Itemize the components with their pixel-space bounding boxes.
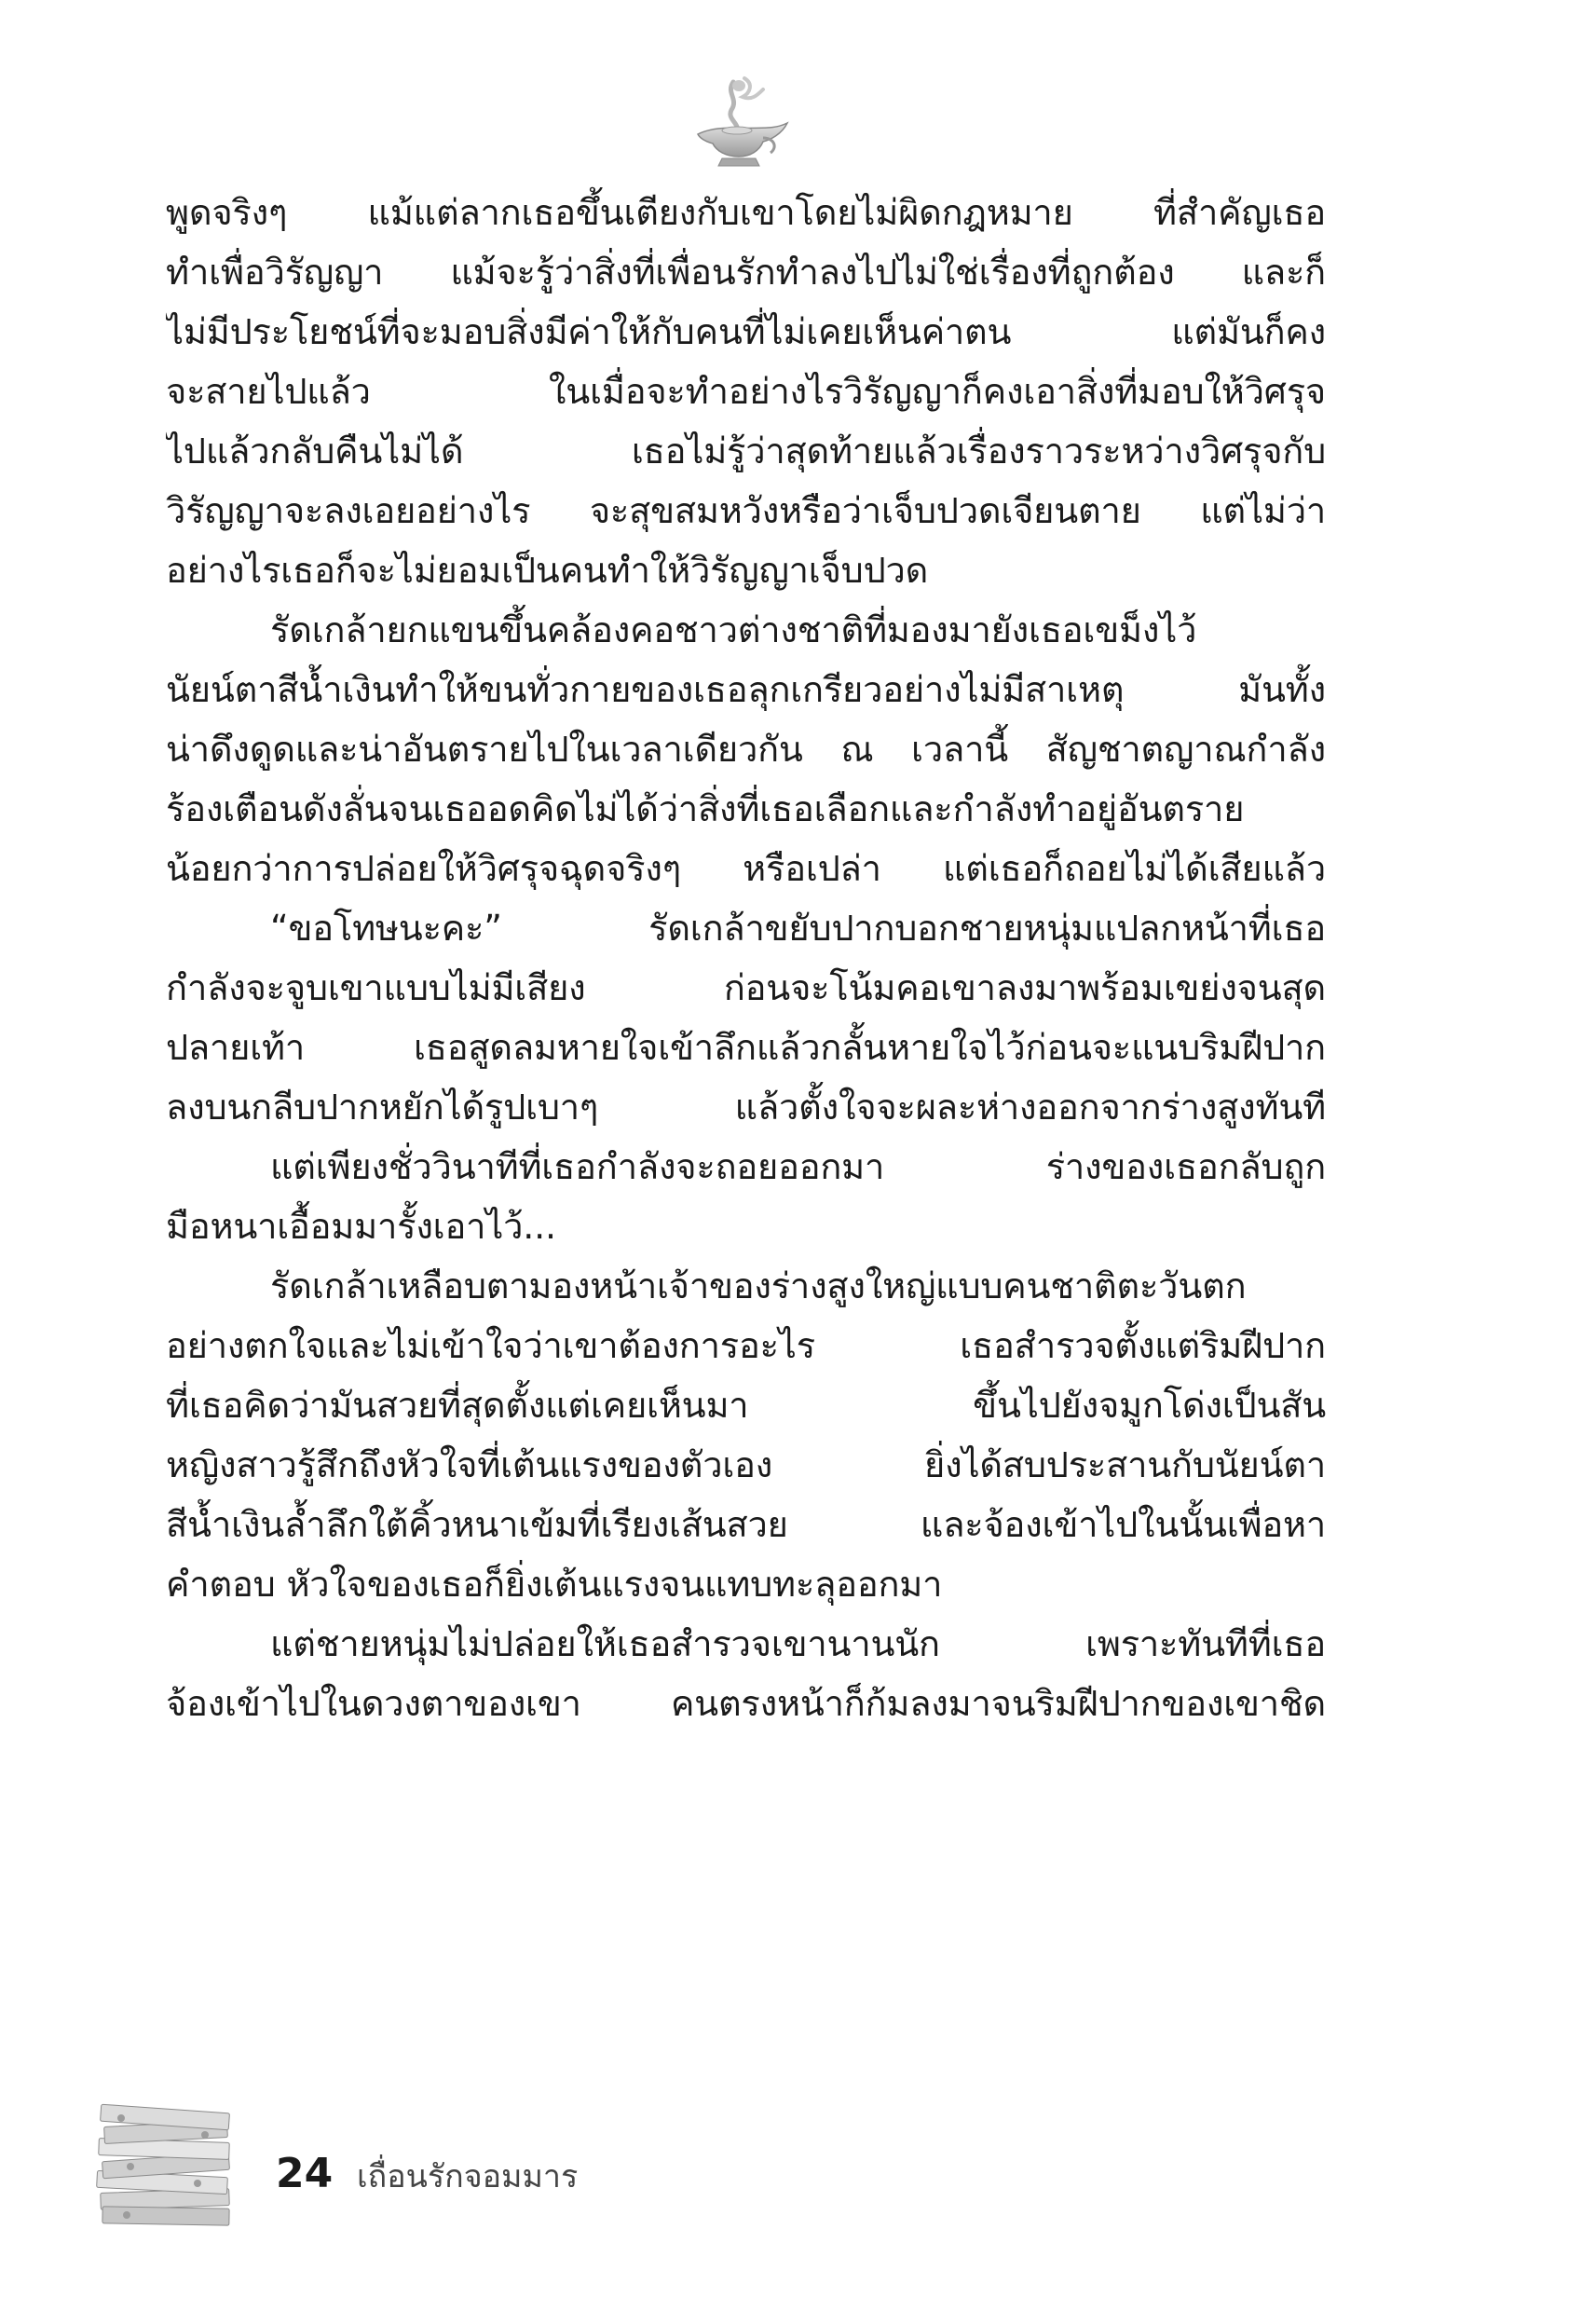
text-line: จ้องเข้าไปในดวงตาของเขา คนตรงหน้าก็ก้มลงมาจนริมฝีปากของเขาชิด bbox=[166, 1683, 1326, 1724]
text-line: จะสายไปแล้ว ในเมื่อจะทำอย่างไรวิรัญญาก็คงเอาสิ่งที่มอบให้วิศรุจ bbox=[166, 371, 1326, 412]
text-line: ลงบนกลีบปากหยักได้รูปเบาๆ แล้วตั้งใจจะผละห่างออกจากร่างสูงทันที bbox=[166, 1087, 1326, 1128]
text-line: คำตอบ หัวใจของเธอก็ยิ่งเต้นแรงจนแทบทะลุออกมา bbox=[166, 1564, 943, 1605]
text-line: พูดจริงๆ แม้แต่ลากเธอขึ้นเตียงกับเขาโดยไม่ผิดกฎหมาย ที่สำคัญเธอ bbox=[166, 192, 1326, 233]
text-line: แต่ชายหนุ่มไม่ปล่อยให้เธอสำรวจเขานานนัก เพราะทันทีที่เธอ bbox=[270, 1623, 1326, 1664]
text-line: วิรัญญาจะลงเอยอย่างไร จะสุขสมหวังหรือว่าเจ็บปวดเจียนตาย แต่ไม่ว่า bbox=[166, 490, 1326, 531]
text-line: ที่เธอคิดว่ามันสวยที่สุดตั้งแต่เคยเห็นมา ขึ้นไปยังจมูกโด่งเป็นสัน bbox=[166, 1385, 1326, 1426]
text-line: แต่เพียงชั่ววินาทีที่เธอกำลังจะถอยออกมา ร่างของเธอกลับถูก bbox=[270, 1146, 1326, 1187]
page-number: 24 bbox=[276, 2150, 334, 2197]
body-text bbox=[166, 183, 1326, 2093]
text-line: อย่างตกใจและไม่เข้าใจว่าเขาต้องการอะไร เธอสำรวจตั้งแต่ริมฝีปาก bbox=[166, 1325, 1326, 1366]
text-line: นัยน์ตาสีน้ำเงินทำให้ขนทั่วกายของเธอลุกเกรียวอย่างไม่มีสาเหตุ มันทั้ง bbox=[166, 669, 1326, 710]
text-line: ร้องเตือนดังลั่นจนเธออดคิดไม่ได้ว่าสิ่งที่เธอเลือกและกำลังทำอยู่อันตราย bbox=[166, 788, 1245, 829]
money-stack-icon bbox=[93, 2101, 238, 2241]
text-line: ทำเพื่อวิรัญญา แม้จะรู้ว่าสิ่งที่เพื่อนรักทำลงไปไม่ใช่เรื่องที่ถูกต้อง และก็ bbox=[166, 252, 1326, 293]
text-line: น่าดึงดูดและน่าอันตรายไปในเวลาเดียวกัน ณ เวลานี้ สัญชาตญาณกำลัง bbox=[166, 729, 1326, 770]
text-line: “ขอโทษนะคะ” รัดเกล้าขยับปากบอกชายหนุ่มแปลกหน้าที่เธอ bbox=[270, 908, 1326, 949]
text-line: อย่างไรเธอก็จะไม่ยอมเป็นคนทำให้วิรัญญาเจ็บปวด bbox=[166, 550, 929, 591]
text-line: มือหนาเอื้อมมารั้งเอาไว้... bbox=[166, 1206, 556, 1247]
book-title: เถื่อนรักจอมมาร bbox=[357, 2158, 579, 2195]
text-line: หญิงสาวรู้สึกถึงหัวใจที่เต้นแรงของตัวเอง ยิ่งได้สบประสานกับนัยน์ตา bbox=[166, 1444, 1326, 1485]
text-line: รัดเกล้าเหลือบตามองหน้าเจ้าของร่างสูงใหญ่แบบคนชาติตะวันตก bbox=[270, 1265, 1247, 1306]
text-line: ปลายเท้า เธอสูดลมหายใจเข้าลึกแล้วกลั้นหายใจไว้ก่อนจะแนบริมฝีปาก bbox=[166, 1027, 1326, 1068]
page-footer bbox=[93, 2101, 652, 2241]
text-line: กำลังจะจูบเขาแบบไม่มีเสียง ก่อนจะโน้มคอเขาลงมาพร้อมเขย่งจนสุด bbox=[166, 967, 1326, 1008]
text-line: ไม่มีประโยชน์ที่จะมอบสิ่งมีค่าให้กับคนที่ไม่เคยเห็นค่าตน แต่มันก็คง bbox=[166, 311, 1326, 352]
text-line: สีน้ำเงินล้ำลึกใต้คิ้วหนาเข้มที่เรียงเส้นสวย และจ้องเข้าไปในนั้นเพื่อหา bbox=[166, 1504, 1326, 1545]
text-line: น้อยกว่าการปล่อยให้วิศรุจฉุดจริงๆ หรือเปล่า แต่เธอก็ถอยไม่ได้เสียแล้ว bbox=[166, 848, 1326, 889]
text-line: ไปแล้วกลับคืนไม่ได้ เธอไม่รู้ว่าสุดท้ายแล้วเรื่องราวระหว่างวิศรุจกับ bbox=[166, 431, 1326, 472]
text-line: รัดเกล้ายกแขนขึ้นคล้องคอชาวต่างชาติที่มองมายังเธอเขม็งไว้ bbox=[270, 609, 1197, 650]
genie-lamp-icon bbox=[685, 73, 797, 175]
